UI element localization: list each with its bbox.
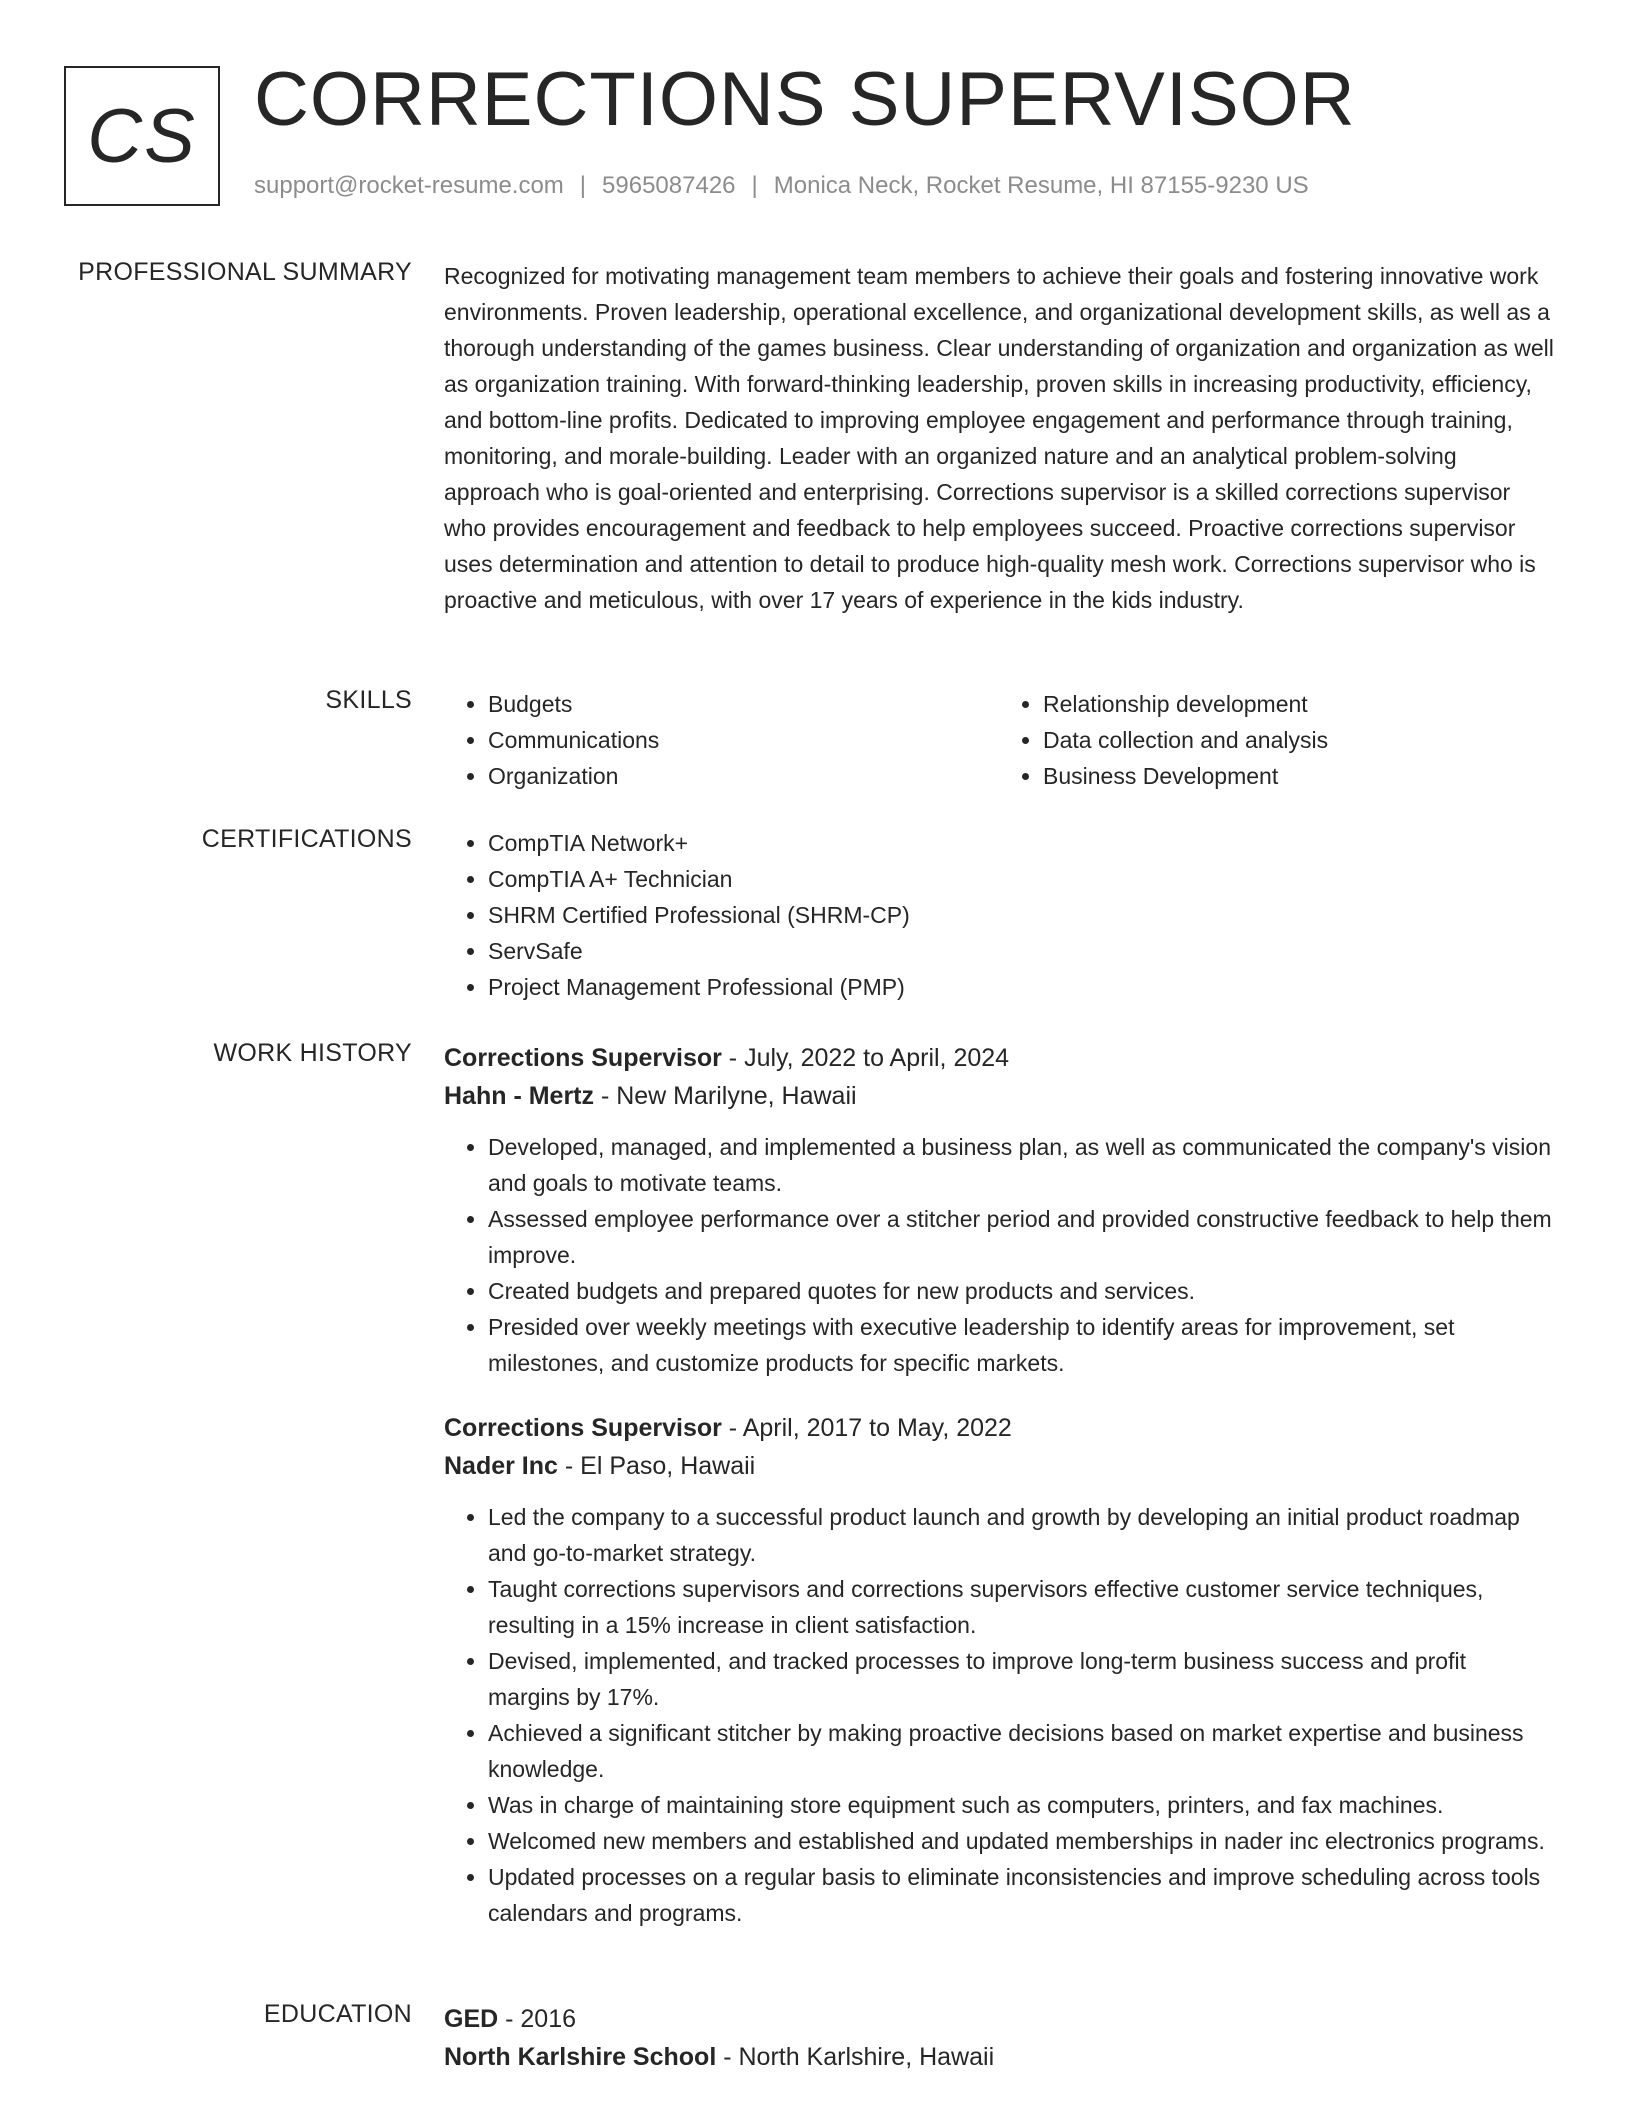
certifications-list [444,825,1554,1005]
skill-item: • Business Development [1043,758,1554,794]
skill-item: • Budgets [488,686,999,722]
job-bullet: • Assessed employee performance over a stitcher period and provided constructive feedback to help them improve. [488,1201,1554,1273]
job-bullet: • Achieved a significant stitcher by making proactive decisions based on market expertise and business knowledge. [488,1715,1554,1787]
skills-columns [444,686,1554,794]
job-dates: - April, 2017 to May, 2022 [721,1414,1012,1442]
job-bullets [444,1129,1554,1381]
skills-list-right [999,686,1554,794]
certification-item: • Project Management Professional (PMP) [488,969,1554,1005]
skills-list-left [444,686,999,794]
job-bullet: • Was in charge of maintaining store equipment such as computers, printers, and fax machines. [488,1787,1554,1823]
education-year: - 2016 [498,2005,577,2033]
job-title-line [444,1409,1554,1447]
job-spacer [444,1381,1554,1409]
education-degree: GED [444,2005,499,2033]
education-body [444,2000,1554,2076]
section-heading-education: EDUCATION [263,2000,412,2028]
certification-item: • ServSafe [488,933,1554,969]
work-history-body [444,1039,1554,1931]
education-location: - North Karlshire, Hawaii [716,2043,995,2071]
job-entry [444,1409,1554,1931]
education-school-line [444,2038,1554,2076]
job-company-line [444,1447,1554,1485]
job-dates: - July, 2022 to April, 2024 [721,1044,1010,1072]
job-bullet: • Presided over weekly meetings with executive leadership to identify areas for improvement, set milestones, and customize products for specific markets. [488,1309,1554,1381]
education-school: North Karlshire School [444,2043,717,2071]
section-heading-skills: SKILLS [325,686,412,714]
job-bullets [444,1499,1554,1931]
skill-item: • Organization [488,758,999,794]
job-bullet: • Led the company to a successful product launch and growth by developing an initial product roadmap and go-to-market strategy. [488,1499,1554,1571]
summary-text: Recognized for motivating management team members to achieve their goals and fostering innovative work environments. Proven leadership, operational excellence, and organizational development skills, as well as a thorough understanding of the games business. Clear understanding of organization and organization as well as organization training. With forward-thinking leadership, proven skills in increasing productivity, efficiency, and bottom-line profits. Dedicated to improving employee engagement and performance through training, monitoring, and morale-building. Leader with an organized nature and an analytical problem-solving approach who is goal-oriented and enterprising. Corrections supervisor is a skilled corrections supervisor who provides encouragement and feedback to help employees succeed. Proactive corrections supervisor uses determination and attention to detail to produce high-quality mesh work. Corrections supervisor who is proactive and meticulous, with over 17 years of experience in the kids industry. [444,263,1554,613]
job-bullet: • Taught corrections supervisors and corrections supervisors effective customer service techniques, resulting in a 15% increase in client satisfaction. [488,1571,1554,1643]
job-location: - New Marilyne, Hawaii [594,1082,857,1110]
contact-separator: | [579,172,587,199]
monogram-box [64,66,220,206]
job-title: Corrections Supervisor [444,1414,722,1442]
certification-item: • SHRM Certified Professional (SHRM-CP) [488,897,1554,933]
contact-phone[interactable]: 5965087426 [602,172,736,199]
certification-item: • CompTIA Network+ [488,825,1554,861]
contact-email[interactable]: support@rocket-resume.com [254,172,564,199]
job-bullet: • Updated processes on a regular basis to eliminate inconsistencies and improve scheduling across tools calendars and programs. [488,1859,1554,1931]
job-location: - El Paso, Hawaii [557,1452,756,1480]
skill-item: • Relationship development [1043,686,1554,722]
job-bullet: • Developed, managed, and implemented a business plan, as well as communicated the company's vision and goals to motivate teams. [488,1129,1554,1201]
section-heading-summary: PROFESSIONAL SUMMARY [78,258,412,286]
section-heading-work-history: WORK HISTORY [213,1039,412,1067]
contact-address: Monica Neck, Rocket Resume, HI 87155-9230 US [773,172,1309,199]
candidate-name: CORRECTIONS SUPERVISOR [254,57,1356,142]
certifications-body [444,825,1554,1005]
skill-item: • Data collection and analysis [1043,722,1554,758]
section-heading-certifications: CERTIFICATIONS [201,825,412,853]
job-company: Hahn - Mertz [444,1082,594,1110]
contact-separator: | [751,172,758,199]
education-degree-line [444,2000,1554,2038]
contact-line [254,172,1309,200]
job-bullet: • Welcomed new members and established and updated memberships in nader inc electronics programs. [488,1823,1554,1859]
job-title-line [444,1039,1554,1077]
job-bullet: • Devised, implemented, and tracked processes to improve long-term business success and profit margins by 17%. [488,1643,1554,1715]
job-company: Nader Inc [444,1452,558,1480]
skill-item: • Communications [488,722,999,758]
job-bullet: • Created budgets and prepared quotes for new products and services. [488,1273,1554,1309]
job-entry [444,1039,1554,1381]
job-company-line [444,1077,1554,1115]
monogram-initials: CS [87,93,197,179]
job-title: Corrections Supervisor [444,1044,722,1072]
certification-item: • CompTIA A+ Technician [488,861,1554,897]
